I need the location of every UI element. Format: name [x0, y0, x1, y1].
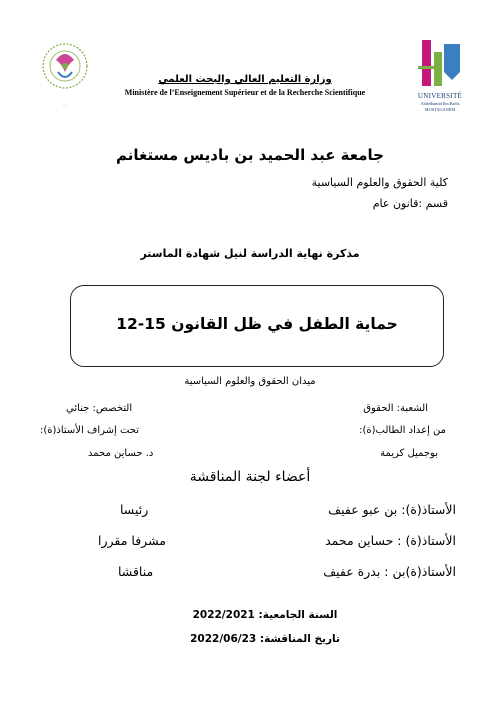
- university-logo-sub2: MOSTAGANEM: [424, 107, 456, 112]
- memo-type: مذكرة نهاية الدراسة لنيل شهادة الماستر: [140, 247, 360, 260]
- discussion-date: تاريخ المناقشة: 2022/06/23: [190, 633, 340, 645]
- thesis-title: حماية الطفل في ظل القانون 15-12: [116, 315, 398, 333]
- specialty-label: التخصص: جنائي: [66, 403, 133, 414]
- branch-label: الشعبة: الحقوق: [363, 403, 428, 414]
- academic-year: السنة الجامعية: 2022/2021: [192, 609, 338, 621]
- committee-title: أعضاء لجنة المناقشة: [189, 469, 311, 485]
- supervisor-name: د. حساين محمد: [88, 448, 154, 459]
- ministry-french: Ministère de l’Enseignement Supérieur et de la Recherche Scientifique: [124, 88, 366, 97]
- prepared-by-label: من إعداد الطالب(ة):: [359, 425, 446, 436]
- university-logo-sub1: Abdelhamid Ibn Badis: [420, 101, 460, 106]
- university-logo-name: UNIVERSITÉ: [417, 92, 463, 100]
- university-name: جامعة عبد الحميد بن باديس مستغانم: [116, 146, 384, 164]
- committee-member-name: الأستاذ(ة)بن : بدرة عفيف: [323, 564, 456, 579]
- committee-member-role: رئيسا: [120, 502, 149, 517]
- department-name: قسم :قانون عام: [372, 197, 448, 210]
- student-name: بوجميل كريمة: [380, 448, 438, 459]
- supervision-label: تحت إشراف الأستاذ(ة):: [40, 425, 140, 436]
- committee-member-role: مناقشا: [118, 564, 154, 579]
- left-logo-caption: ...: [63, 102, 67, 107]
- committee-member-name: الأستاذ(ة) : حساين محمد: [325, 533, 456, 548]
- ministry-arabic: وزارة التعليم العالي والبحث العلمي: [158, 74, 332, 85]
- field-of-study: ميدان الحقوق والعلوم السياسية: [184, 376, 316, 387]
- committee-member-role: مشرفا مقررا: [98, 533, 166, 548]
- faculty-name: كلية الحقوق والعلوم السياسية: [311, 176, 448, 189]
- faculty-logo-icon: [38, 38, 92, 102]
- committee-member-name: الأستاذ(ة): بن عبو عفيف: [328, 502, 456, 517]
